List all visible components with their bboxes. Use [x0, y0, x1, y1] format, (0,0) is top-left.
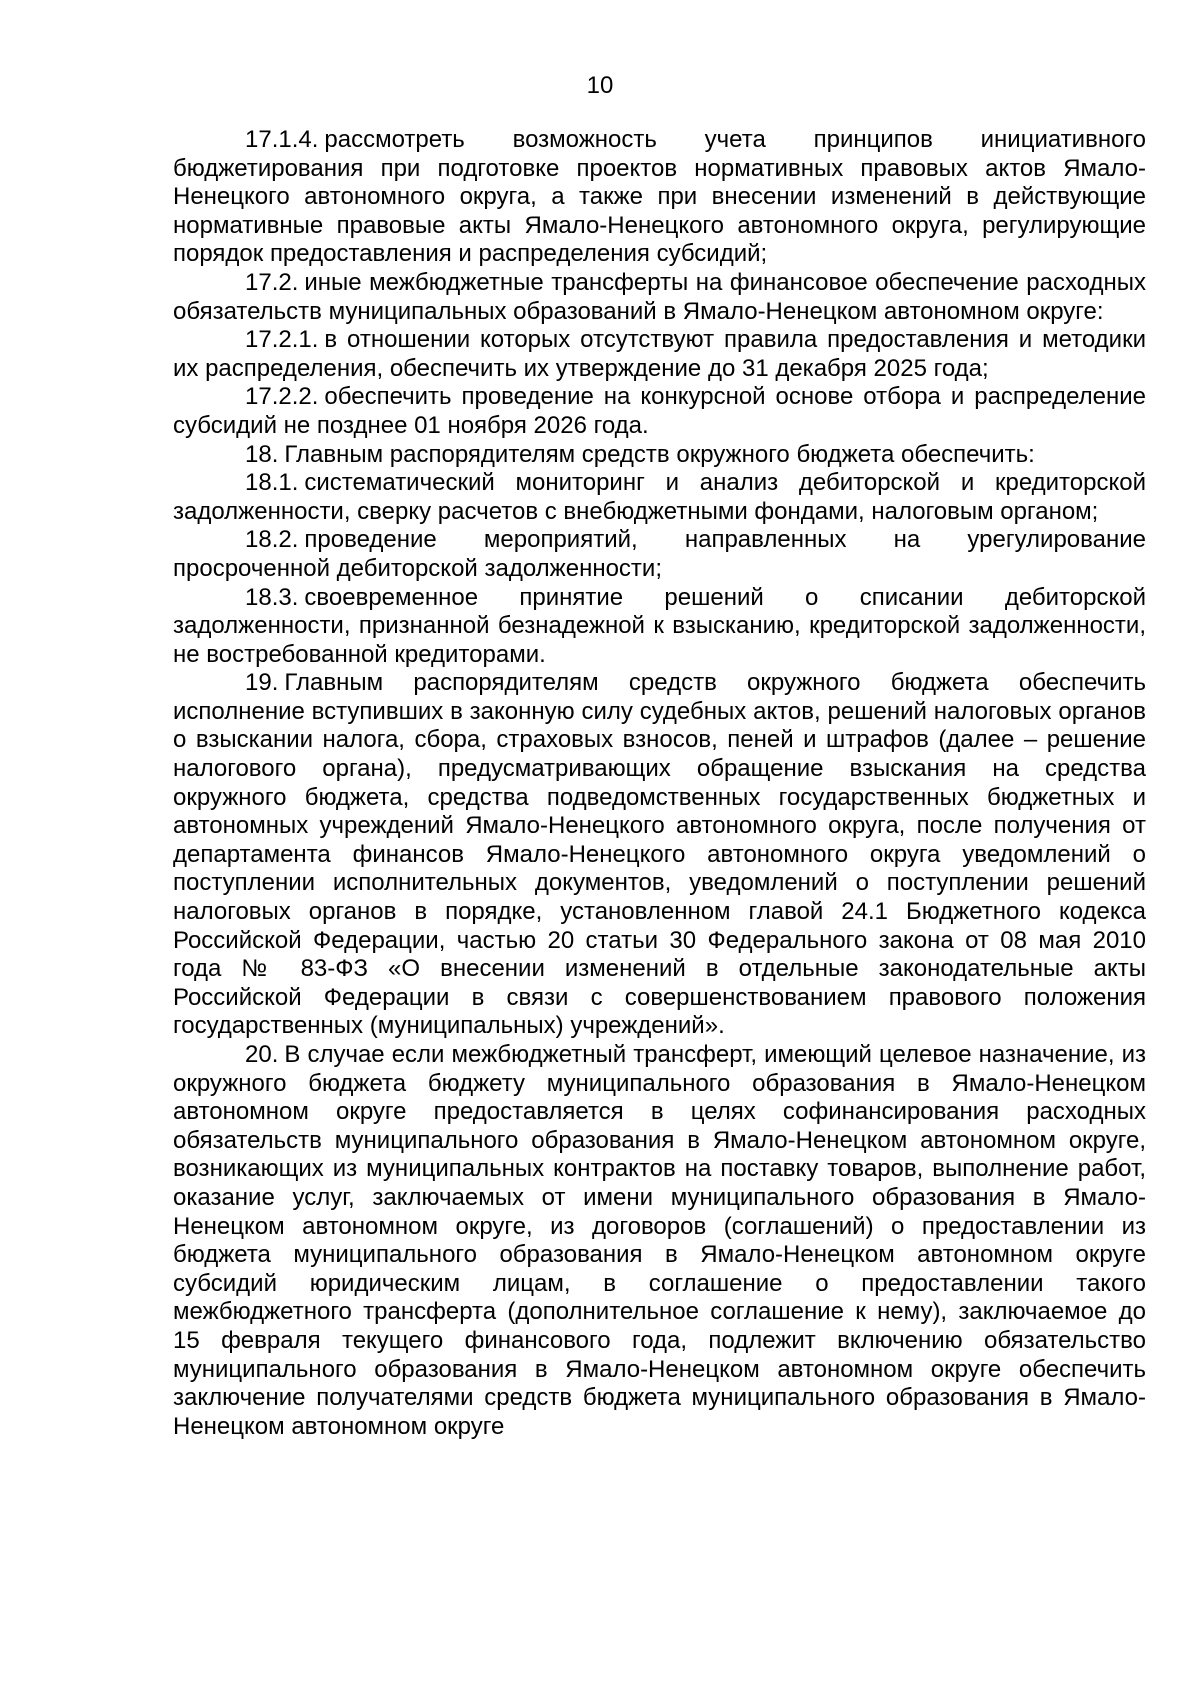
paragraph-text: проведение мероприятий, направленных на урегулирование просроченной дебиторской задолженности; — [173, 526, 1146, 582]
paragraph-17-2-1 — [173, 326, 1146, 383]
paragraph-number: 17.1.4. — [245, 126, 319, 153]
paragraph-17-1-4 — [173, 126, 1146, 269]
paragraph-18-1 — [173, 469, 1146, 526]
paragraph-18-3 — [173, 584, 1146, 670]
paragraph-text: иные межбюджетные трансферты на финансовое обеспечение расходных обязательств муниципальных образований в Ямало-Ненецком автономном округе: — [173, 268, 1146, 325]
paragraph-text: Главным распорядителям средств окружного бюджета обеспечить: — [284, 440, 1035, 468]
paragraph-number: 18. — [245, 440, 279, 468]
paragraph-number: 18.3. — [245, 583, 299, 611]
paragraph-text: своевременное принятие решений о списании дебиторской задолженности, признанной безнадежной к взысканию, кредиторской задолженности, не востребованной кредиторами. — [173, 583, 1146, 668]
document-body — [173, 126, 1146, 1441]
paragraph-number: 20. — [245, 1041, 279, 1068]
paragraph-number: 19. — [245, 669, 279, 697]
paragraph-text: Главным распорядителям средств окружного бюджета обеспечить исполнение вступивших в законную силу судебных актов, решений налоговых органов о взыскании налога, сбора, страховых взносов, пеней и штрафов (далее – решение налогового органа), предусматривающих обращение взыскания на средства окружного бюджета, средства подведомственных государственных бюджетных и автономных учреждений Ямало-Ненецкого автономного округа, после получения от департамента финансов Ямало-Ненецкого автономного округа уведомлений о поступлении исполнительных документов, уведомлений о поступлении решений налоговых органов в порядке, установленном главой 24.1 Бюджетного кодекса Российской Федерации, частью 20 статьи 30 Федерального закона от 08 мая 2010 года № 83-ФЗ «О внесении изменений в отдельные законодательные акты Российской Федерации в связи с совершенствованием правового положения государственных (муниципальных) учреждений». — [173, 669, 1146, 1040]
paragraph-18 — [173, 441, 1146, 470]
paragraph-18-2 — [173, 526, 1146, 583]
paragraph-17-2 — [173, 269, 1146, 326]
page-number: 10 — [586, 72, 614, 99]
paragraph-text: в отношении которых отсутствуют правила предоставления и методики их распределения, обеспечить их утверждение до 31 декабря 2025 года; — [173, 326, 1146, 382]
paragraph-number: 17.2.2. — [245, 383, 319, 411]
paragraph-number: 17.2. — [245, 268, 299, 296]
paragraph-number: 18.1. — [245, 469, 299, 497]
paragraph-19 — [173, 669, 1146, 1041]
paragraph-text: рассмотреть возможность учета принципов инициативного бюджетирования при подготовке проектов нормативных правовых актов Ямало-Ненецкого автономного округа, а также при внесении изменений в действующие нормативные правовые акты Ямало-Ненецкого автономного округа, регулирующие порядок предоставления и распределения субсидий; — [173, 126, 1146, 268]
paragraph-17-2-2 — [173, 383, 1146, 440]
paragraph-text: обеспечить проведение на конкурсной основе отбора и распределение субсидий не позднее 01 ноября 2026 года. — [173, 383, 1146, 439]
paragraph-number: 18.2. — [245, 526, 299, 554]
paragraph-text: В случае если межбюджетный трансферт, имеющий целевое назначение, из окружного бюджета бюджету муниципального образования в Ямало-Ненецком автономном округе предоставляется в целях софинансирования расходных обязательств муниципального образования в Ямало-Ненецком автономном округе, возникающих из муниципальных контрактов на поставку товаров, выполнение работ, оказание услуг, заключаемых от имени муниципального образования в Ямало-Ненецком автономном округе, из договоров (соглашений) о предоставлении из бюджета муниципального образования в Ямало-Ненецком автономном округе субсидий юридическим лицам, в соглашение о предоставлении такого межбюджетного трансферта (дополнительное соглашение к нему), заключаемое до 15 февраля текущего финансового года, подлежит включению обязательство муниципального образования в Ямало-Ненецком автономном округе обеспечить заключение получателями средств бюджета муниципального образования в Ямало-Ненецком автономном округе — [173, 1041, 1146, 1440]
paragraph-20 — [173, 1041, 1146, 1441]
paragraph-number: 17.2.1. — [245, 326, 319, 354]
paragraph-text: систематический мониторинг и анализ дебиторской и кредиторской задолженности, сверку расчетов с внебюджетными фондами, налоговым органом; — [173, 469, 1146, 525]
